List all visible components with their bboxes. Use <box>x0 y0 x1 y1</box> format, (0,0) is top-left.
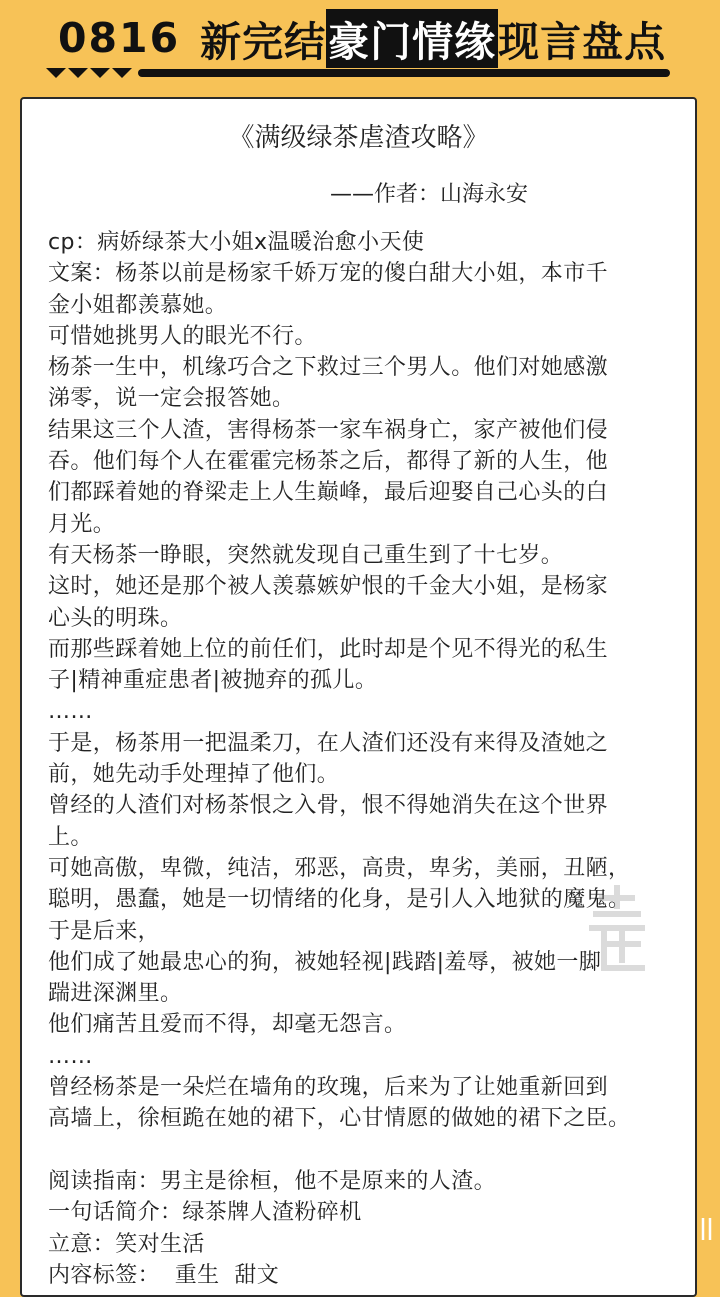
book-author: ——作者：山海永安 <box>330 182 529 207</box>
description-line: 曾经杨茶是一朵烂在墙角的玫瑰，后来为了让她重新回到 <box>48 1075 609 1101</box>
description-line: 内容标签： 重生 甜文 <box>48 1262 280 1288</box>
page-header <box>0 0 720 95</box>
description-line: 于是，杨茶用一把温柔刀，在人渣们还没有来得及渣她之 <box>48 730 609 756</box>
description-line: 结果这三个人渣，害得杨茶一家车祸身亡，家产被他们侵 <box>48 417 609 443</box>
title-number: 0816 <box>58 14 181 62</box>
title-highlight: 豪门情缘 <box>326 9 498 68</box>
description-line: …… <box>48 1043 93 1069</box>
description-line: 文案：杨茶以前是杨家千娇万宠的傻白甜大小姐，本市千 <box>48 261 609 287</box>
description-line: 可惜她挑男人的眼光不行。 <box>48 323 317 349</box>
title-before: 新完结 <box>200 17 327 66</box>
description-line: 心头的明珠。 <box>48 605 183 631</box>
description-line: 有天杨茶一睁眼，突然就发现自己重生到了十七岁。 <box>48 542 564 568</box>
description-line: 他们成了她最忠心的狗，被她轻视|践踏|羞辱，被她一脚 <box>48 949 602 975</box>
description-line <box>48 1135 693 1166</box>
description-line: 于是后来， <box>48 918 161 944</box>
description-line: 们都踩着她的脊梁走上人生巅峰，最后迎娶自己心头的白 <box>48 480 609 506</box>
description-line: 高墙上，徐桓跪在她的裙下，心甘情愿的做她的裙下之臣。 <box>48 1106 631 1132</box>
description-line: …… <box>48 699 93 725</box>
book-title: 《满级绿茶虐渣攻略》 <box>228 123 489 153</box>
description-line: 吞。他们每个人在霍霍完杨茶之后，都得了新的人生，他 <box>48 449 609 475</box>
description-line: 他们痛苦且爱而不得，却毫无怨言。 <box>48 1012 407 1038</box>
description-line: 金小姐都羡慕她。 <box>48 292 228 318</box>
description-line: 而那些踩着她上位的前任们，此时却是个见不得光的私生 <box>48 636 609 662</box>
book-card <box>20 97 697 1297</box>
description-line: 阅读指南：男主是徐桓，他不是原来的人渣。 <box>48 1168 497 1194</box>
seal-watermark-icon <box>582 884 652 974</box>
triangle-icon <box>46 68 66 78</box>
triangle-icon <box>68 68 88 78</box>
description-line: 一句话简介：绿茶牌人渣粉碎机 <box>48 1200 362 1226</box>
description-line: 子|精神重症患者|被抛弃的孤儿。 <box>48 668 378 694</box>
description-line: 曾经的人渣们对杨茶恨之入骨，恨不得她消失在这个世界 <box>48 793 609 819</box>
book-description <box>48 227 693 1291</box>
header-decoration <box>46 68 670 78</box>
page-title <box>58 10 666 66</box>
description-line: 上。 <box>48 824 93 850</box>
description-line: 可她高傲，卑微，纯洁，邪恶，高贵，卑劣，美丽，丑陋， <box>48 855 631 881</box>
header-underline <box>138 69 670 77</box>
title-after: 现言盘点 <box>498 17 667 66</box>
description-line: 踹进深渊里。 <box>48 981 183 1007</box>
description-line: cp：病娇绿茶大小姐x温暖治愈小天使 <box>48 230 425 255</box>
triangle-icon <box>112 68 132 78</box>
description-line: 月光。 <box>48 511 116 537</box>
description-line: 杨茶一生中，机缘巧合之下救过三个男人。他们对她感激 <box>48 355 609 381</box>
corner-mark-icon <box>700 1216 714 1242</box>
description-line: 这时，她还是那个被人羡慕嫉妒恨的千金大小姐，是杨家 <box>48 574 609 600</box>
description-line: 聪明，愚蠢，她是一切情绪的化身，是引人入地狱的魔鬼。 <box>48 887 631 913</box>
triangle-icon <box>90 68 110 78</box>
description-line: 立意：笑对生活 <box>48 1231 205 1257</box>
description-line: 涕零，说一定会报答她。 <box>48 386 295 412</box>
description-line: 前，她先动手处理掉了他们。 <box>48 762 340 788</box>
